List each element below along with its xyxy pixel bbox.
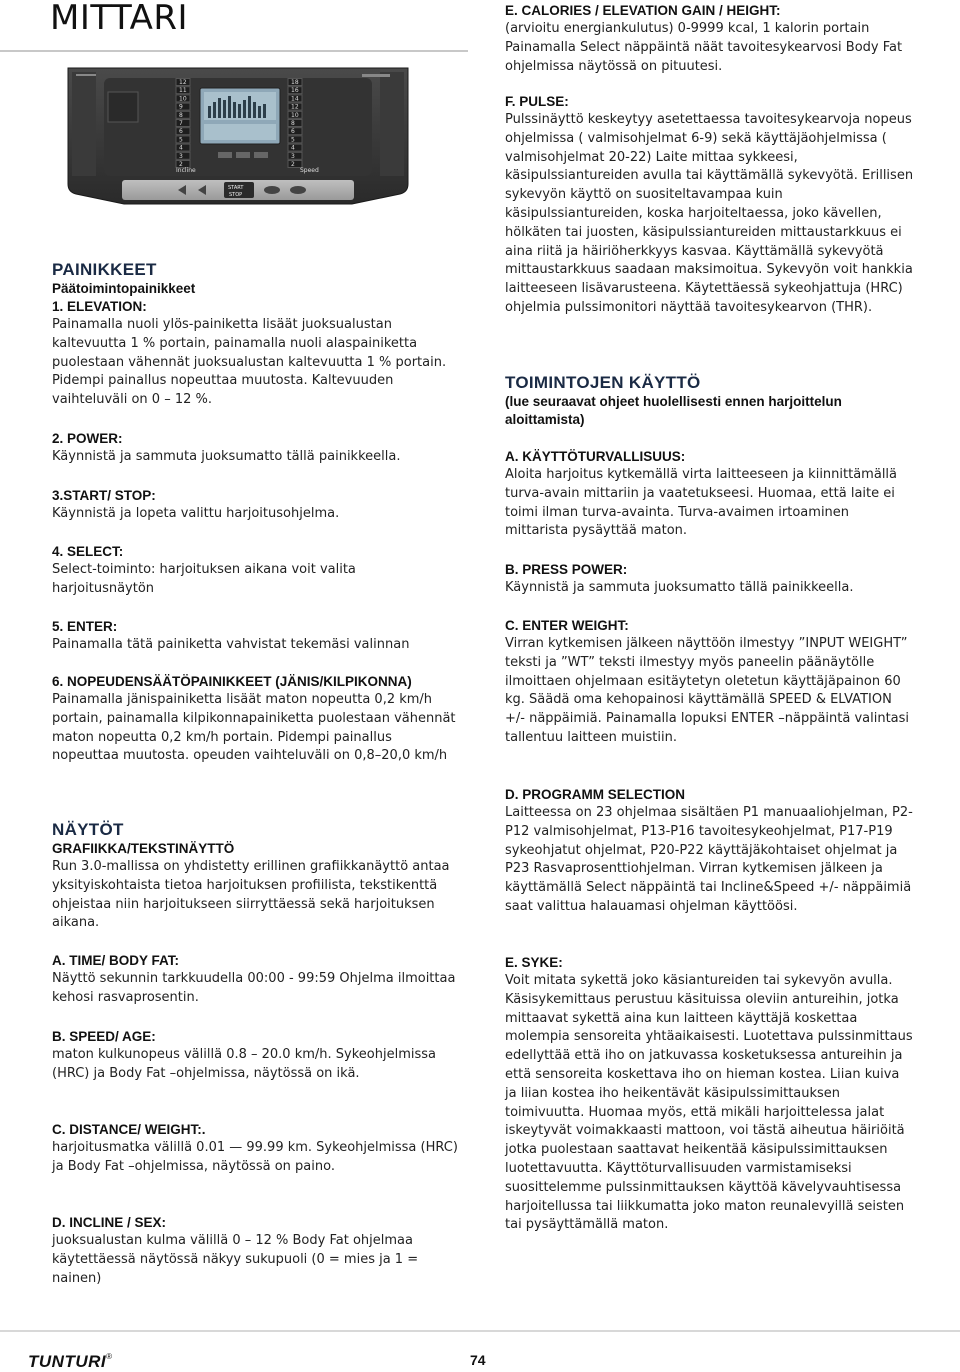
speed-heading: 6. NOPEUDENSÄÄTÖPAINIKKEET (JÄNIS/KILPIKONNA) (52, 674, 412, 689)
elevation-heading: 1. ELEVATION: (52, 299, 147, 314)
incline-label: Incline (176, 167, 196, 174)
console-number-label: 7 (179, 120, 183, 127)
console-number-label: 6 (179, 128, 183, 136)
console-number-label: 10 (179, 95, 187, 103)
speedage-section (52, 1028, 462, 1084)
toiminnot-subheading: (lue seuraavat ohjeet huolellisesti ennen harjoittelun aloittamista) (505, 394, 842, 427)
painikkeet-section (52, 260, 462, 410)
console-number-label: 4 (179, 144, 183, 152)
incline-buttons (176, 79, 190, 169)
incline-heading: D. INCLINE / SEX: (52, 1215, 167, 1230)
console-number-label: 12 (291, 103, 299, 111)
tunturi-logo (28, 1352, 113, 1372)
time-text: Näyttö sekunnin tarkkuudella 00:00 - 99:59 Ohjelma ilmoittaa kehosi rasvaprosentin. (52, 971, 456, 1005)
console-number-label: 8 (291, 120, 295, 127)
program-section (505, 786, 915, 917)
enter-heading: 5. ENTER: (52, 619, 118, 634)
syke-heading: E. SYKE: (505, 955, 563, 970)
painikkeet-subheading: Päätoimintopainikkeet (52, 281, 196, 296)
logo-text: TUNTURI (28, 1352, 107, 1371)
syke-text: Voit mitata sykettä joko käsiantureiden tai sykevyön avulla. Käsisykemittaus perustuu käsituissa oleviin antureihin, jotka mittaavat sykettä aina kun laitteen käyttäjä koskettaa molempia sensoreita yhtäaikaisesti. Luotettava pulssinmittaus edellyttää että iho on jatkuvassa kosketuksessa antureihin ja että sensoreita koskettava iho on hieman kostea. Liian kuiva ja liian kostea iho heikentävät käsipulssimittauksen toimivuutta. Huomaa myös, että mikäli harjoittelessa jalat iskeytyvät voimakkaasti mattoon, voi tästä aiheutua häiriöitä jotka puolestaan saattavat heikentää käsipulssimittauksen luotettavuutta. Käyttöturvallisuuden varmistamiseksi suosittelemme pulssinmittauksen käyttöä kävelyvauhtisessa harjoitellussa tai liikkumatta joko maton reunalevyillä seisten tai pysäyttämällä maton. (505, 973, 913, 1233)
pulse-text: Pulssinäyttö keskeytyy asetettaessa tavoitesykearvoja nopeus ohjelmissa ( valmisohjelmat 6-9) sekä käyttäjäohjelmissa ( valmisohjelmat 20-22) Laite mittaa sykkeesi, käsipulssiantureiden avulla tai käyttämällä sykevyötä. Erillisen sykevyön käyttö on suositeltavampaa kuin käsipulssiantureiden, koska harjoiteltaessa, joko kävellen, hölkäten tai juosten, käsipulssiantureiden mittaustarkkuus ei aina riitä ja häiriöherkkyys kasvaa. Käyttämällä sykevyötä mittaustarkkuus saadaan maksimoitua. Sykevyön voit hankkia laitteeseen lisävarusteena. Käytettäessä sykeohjattuja (HRC) ohjelmia pulssimonitori näyttää tavoitesykearvon (THR). (505, 112, 914, 315)
grafiikka-heading: GRAFIIKKA/TEKSTINÄYTTÖ (52, 841, 235, 856)
power-heading: 2. POWER: (52, 431, 123, 446)
enter-section (52, 618, 462, 655)
weight-text: Virran kytkemisen jälkeen näyttöön ilmestyy ”INPUT WEIGHT” teksti ja ”WT” teksti ilmestyy myös paneelin päänäytölle ilmoittaen ohjelmaan esitäytetyn oletetun käyttäjäpainon 60 kg. Säädä oma kehopainosi käyttämällä SPEED & ELVATION +/- näppäimiä. Painamalla lopuksi ENTER –näppäintä valintasi tallentuu laitteen muistiin. (505, 636, 910, 745)
incline-text: juoksualustan kulma välillä 0 – 12 % Body Fat ohjelmaa käytettäessä näytössä näkyy sukupuoli (0 = mies ja 1 = nainen) (52, 1233, 419, 1286)
console-number-label: 16 (291, 87, 299, 95)
registered-mark: ® (106, 1352, 113, 1361)
safety-text: Aloita harjoitus kytkemällä virta laitteeseen ja kiinnittämällä turva-avain mittariin ja vaatetukseesi. Huomaa, että laite ei toimi ilman turva-avainta. Turva-avaimen irtoaminen mittarista pysäyttää maton. (505, 467, 898, 539)
speed-label: Speed (300, 167, 319, 174)
console-number-label: 11 (179, 87, 187, 95)
select-section (52, 543, 462, 599)
toiminnot-section (505, 373, 915, 429)
page-number: 74 (470, 1352, 486, 1368)
console-number-label: 18 (291, 79, 299, 86)
safety-heading: A. KÄYTTÖTURVALLISUUS: (505, 449, 686, 464)
console-number-label: 2 (291, 161, 295, 168)
incline-section (52, 1214, 462, 1288)
elevation-text: Painamalla nuoli ylös-painiketta lisäät juoksualustan kaltevuutta 1 % portain, painamalla nuoli alaspainiketta puolestaan vähennät juoksualustan kaltevuutta 1 % portain. Pidempi painallus nopeuttaa muutosta. Kaltevuuden vaihteluväli on 0 – 12 %. (52, 317, 447, 408)
start-section (52, 487, 462, 524)
console-number-label: 2 (179, 161, 183, 168)
speedage-heading: B. SPEED/ AGE: (52, 1029, 156, 1044)
safety-section (505, 448, 915, 541)
console-number-label: 4 (291, 144, 295, 152)
select-heading: 4. SELECT: (52, 544, 124, 559)
speed-buttons (288, 79, 302, 169)
start-text: Käynnistä ja lopeta valittu harjoitusohjelma. (52, 506, 340, 521)
power-text: Käynnistä ja sammuta juoksumatto tällä painikkeella. (52, 449, 401, 464)
grafiikka-text: Run 3.0-mallissa on yhdistetty erillinen grafiikkanäyttö antaa yksityiskohtaista tietoa harjoituksen profiilista, tekstikenttä ohjeistaa niin harjoitukseen siirryttäessä sekä harjoituksen aikana. (52, 859, 450, 931)
console-number-label: 6 (291, 128, 295, 136)
calories-heading: E. CALORIES / ELEVATION GAIN / HEIGHT: (505, 3, 781, 18)
start-heading: 3.START/ STOP: (52, 488, 156, 503)
weight-heading: C. ENTER WEIGHT: (505, 618, 629, 633)
console-number-label: 5 (179, 136, 183, 144)
console-number-label: 8 (179, 111, 183, 119)
painikkeet-heading: PAINIKKEET (52, 260, 157, 279)
syke-section (505, 954, 915, 1235)
naytot-section (52, 820, 462, 933)
distance-text: harjoitusmatka välillä 0.01 — 99.99 km. Sykeohjelmissa (HRC) ja Body Fat –ohjelmissa, näytössä on paino. (52, 1140, 458, 1174)
console-number-label: 10 (291, 111, 299, 119)
weight-section (505, 617, 915, 748)
console-number-label: 12 (179, 79, 187, 86)
presspower-heading: B. PRESS POWER: (505, 562, 628, 577)
presspower-text: Käynnistä ja sammuta juoksumatto tällä painikkeella. (505, 580, 854, 595)
console-number-label: 5 (291, 136, 295, 144)
program-heading: D. PROGRAMM SELECTION (505, 787, 686, 802)
program-text: Laitteessa on 23 ohjelmaa sisältäen P1 manuaaliohjelman, P2-P12 valmisohjelmat, P13-P16 tavoitesykeohjelmat, P17-P19 sykeohjatut ohjelmat, P20-P22 käyttäjäkohtaiset ohjelmat ja P23 Rasvaprosenttiohjelman. Virran kytkemisen jälkeen ja käyttämällä Select näppäintä tai Incline&Speed +/- näppäimiä saat valittua halauamasi ohjelman käyttöösi. (505, 805, 913, 914)
stop-label: STOP (229, 192, 243, 198)
console-number-label: 3 (179, 152, 183, 160)
pulse-section (505, 93, 915, 318)
toiminnot-heading: TOIMINTOJEN KÄYTTÖ (505, 373, 701, 392)
console-illustration (62, 66, 414, 216)
speed-section (52, 673, 462, 766)
console-number-label: 14 (291, 95, 299, 103)
speed-text: Painamalla jänispainiketta lisäät maton nopeutta 0,2 km/h portain, painamalla kilpikonnapainiketta puolestaan vähennät maton nopeutta 0,2 km/h portain. Pidempi painallus nopeuttaa muutosta. opeuden vaihteluväli on 0,8–20,0 km/h (52, 692, 456, 764)
naytot-heading: NÄYTÖT (52, 820, 124, 839)
power-section (52, 430, 462, 467)
start-label: START (228, 185, 244, 191)
calories-section (505, 2, 915, 76)
select-text: Select-toiminto: harjoituksen aikana voit valita harjoitusnäytön (52, 562, 356, 596)
calories-text: (arvioitu energiankulutus) 0-9999 kcal, 1 kalorin portain Painamalla Select näppäintä näät tavoitesykearvosi Body Fat ohjelmissa näytössä on pituutesi. (505, 21, 903, 74)
console-number-label: 9 (179, 103, 183, 111)
distance-section (52, 1121, 462, 1177)
pulse-heading: F. PULSE: (505, 94, 569, 109)
distance-heading: C. DISTANCE/ WEIGHT:. (52, 1122, 206, 1137)
console-number-label: 3 (291, 152, 295, 160)
page-title: MITTARI (50, 0, 189, 38)
time-heading: A. TIME/ BODY FAT: (52, 953, 180, 968)
footer-divider (0, 1330, 960, 1332)
presspower-section (505, 561, 915, 598)
speedage-text: maton kulkunopeus välillä 0.8 – 20.0 km/h. Sykeohjelmissa (HRC) ja Body Fat –ohjelmissa, näytössä on ikä. (52, 1047, 436, 1081)
time-section (52, 952, 462, 1008)
enter-text: Painamalla tätä painiketta vahvistat tekemäsi valinnan (52, 637, 410, 652)
